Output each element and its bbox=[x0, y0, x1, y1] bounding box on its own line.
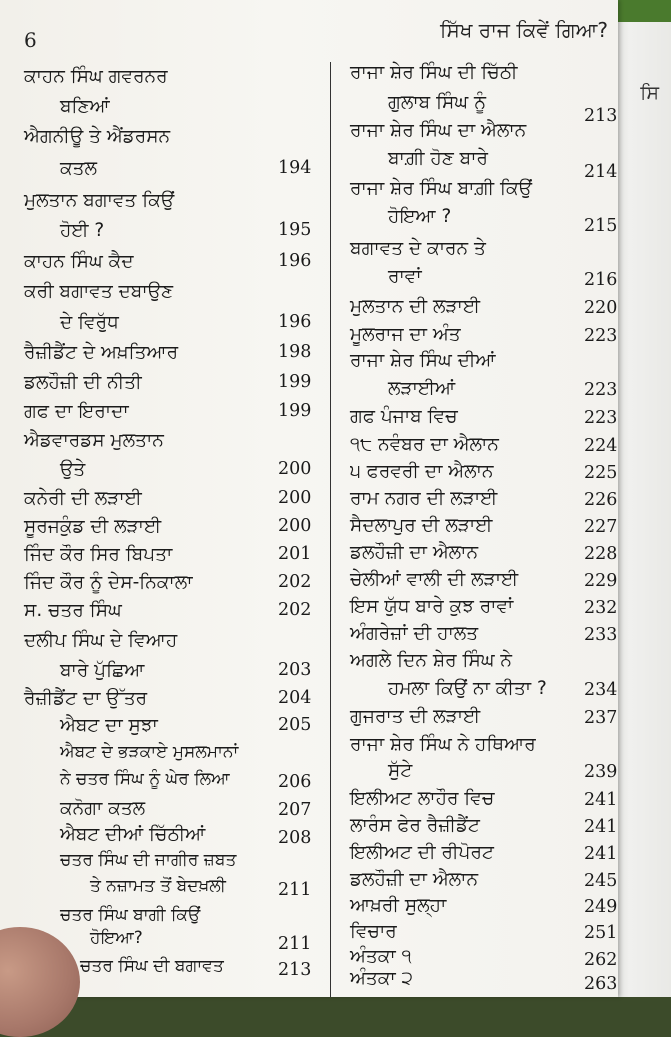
toc-entry-line: ਅੰਤਕਾ ੧ bbox=[350, 946, 412, 967]
toc-page-number: 213 bbox=[278, 960, 312, 980]
toc-entry-line: ਹੋਇਆ ? bbox=[388, 206, 452, 227]
toc-entry-line: ਅੰਤਕਾ ੨ bbox=[350, 968, 414, 989]
toc-entry-line: ਗਫ ਪੰਜਾਬ ਵਿਚ bbox=[350, 406, 458, 427]
toc-page-number: 241 bbox=[584, 817, 618, 837]
toc-entry-line: ਹੋਇਆ? bbox=[90, 928, 143, 948]
toc-page-number: 227 bbox=[584, 517, 618, 537]
toc-page-number: 262 bbox=[584, 950, 618, 970]
toc-entry-line: ਆਖ਼ਰੀ ਸੁਲ੍ਹਾ bbox=[350, 895, 447, 916]
toc-entry-line: ਸ. ਚਤਰ ਸਿੰਘ bbox=[24, 600, 122, 621]
toc-page-number: 199 bbox=[278, 372, 312, 392]
toc-page-number: 195 bbox=[278, 220, 312, 240]
toc-entry-line: ਚਤਰ ਸਿੰਘ ਬਾਗੀ ਕਿਉਂ bbox=[60, 905, 201, 925]
toc-entry-line: ਰਾਵਾਂ bbox=[388, 266, 422, 287]
toc-page-number: 223 bbox=[584, 380, 618, 400]
toc-page-number: 201 bbox=[278, 544, 312, 564]
toc-page-number: 251 bbox=[584, 923, 618, 943]
toc-page-number: 198 bbox=[278, 342, 312, 362]
toc-page-number: 233 bbox=[584, 625, 618, 645]
toc-entry-line: ਦਲੀਪ ਸਿੰਘ ਦੇ ਵਿਆਹ bbox=[24, 630, 178, 651]
toc-entry-line: ਜਿੰਦ ਕੌਰ ਸਿਰ ਬਿਪਤਾ bbox=[24, 544, 173, 565]
toc-entry-line: ਤੇ ਨਜ਼ਾਮਤ ਤੋਂ ਬੇਦਖ਼ਲੀ bbox=[90, 876, 226, 896]
toc-page-number: 205 bbox=[278, 715, 312, 735]
toc-entry-line: ਕਰੀ ਬਗਾਵਤ ਦਬਾਉਣ bbox=[24, 281, 174, 302]
toc-page-number: 225 bbox=[584, 463, 618, 483]
toc-entry-line: ਬਗਾਵਤ ਦੇ ਕਾਰਨ ਤੇ bbox=[350, 238, 486, 259]
toc-entry-line: ਮੂਲਰਾਜ ਦਾ ਅੰਤ bbox=[350, 324, 461, 345]
toc-entry-line: ਡਲਹੌਜ਼ੀ ਦਾ ਐਲਾਨ bbox=[350, 542, 479, 563]
toc-entry-line: ਬਾਗ਼ੀ ਹੋਣ ਬਾਰੇ bbox=[388, 148, 488, 169]
toc-page-number: 234 bbox=[584, 680, 618, 700]
toc-page-number: 211 bbox=[278, 880, 312, 900]
toc-entry-line: ਚਤਰ ਸਿੰਘ ਦੀ ਬਗਾਵਤ bbox=[80, 956, 224, 976]
toc-page-number: 204 bbox=[278, 688, 312, 708]
toc-page-number: 215 bbox=[584, 216, 618, 236]
toc-page-number: 216 bbox=[584, 270, 618, 290]
toc-page-number: 196 bbox=[278, 251, 312, 271]
toc-page-number: 223 bbox=[584, 408, 618, 428]
toc-entry-line: ਹਮਲਾ ਕਿਉਂ ਨਾ ਕੀਤਾ ? bbox=[388, 678, 547, 699]
toc-entry-line: ਰਾਜਾ ਸ਼ੇਰ ਸਿੰਘ ਦੀਆਂ bbox=[350, 350, 496, 371]
toc-entry-line: ਸੈਦਲਾਪੁਰ ਦੀ ਲੜਾਈ bbox=[350, 515, 493, 536]
toc-entry-line: ਸੂਰਜਕੁੰਡ ਦੀ ਲੜਾਈ bbox=[24, 516, 162, 537]
next-page-glyph: ਸਿ bbox=[640, 82, 659, 104]
toc-entry-line: ਰਾਜਾ ਸ਼ੇਰ ਸਿੰਘ ਦੀ ਚਿੱਠੀ bbox=[350, 62, 518, 83]
toc-entry-line: ਡਲਹੌਜ਼ੀ ਦਾ ਐਲਾਨ bbox=[350, 869, 479, 890]
toc-entry-line: ਚਤਰ ਸਿੰਘ ਦੀ ਜਾਗੀਰ ਜ਼ਬਤ bbox=[60, 850, 237, 870]
toc-page-number: 200 bbox=[278, 516, 312, 536]
toc-page-number: 214 bbox=[584, 162, 618, 182]
toc-page-number: 245 bbox=[584, 871, 618, 891]
toc-entry-line: ੧੮ ਨਵੰਬਰ ਦਾ ਐਲਾਨ bbox=[350, 434, 499, 455]
toc-entry-line: ਵਿਚਾਰ bbox=[350, 921, 397, 942]
toc-page-number: 196 bbox=[278, 312, 312, 332]
toc-entry-line: ਐਬਟ ਦੀਆਂ ਚਿੱਠੀਆਂ bbox=[60, 824, 206, 845]
toc-page-number: 211 bbox=[278, 934, 312, 954]
column-divider bbox=[330, 62, 331, 997]
toc-page-number: 202 bbox=[278, 572, 312, 592]
toc-page-number: 203 bbox=[278, 660, 312, 680]
toc-page-number: 229 bbox=[584, 571, 618, 591]
toc-entry-line: ਉਤੇ bbox=[60, 459, 86, 480]
toc-entry-line: ਰੈਜ਼ੀਡੈਂਟ ਦਾ ਉੱਤਰ bbox=[24, 688, 148, 709]
toc-entry-line: ਇਲੀਅਟ ਦੀ ਰੀਪੋਰਟ bbox=[350, 842, 494, 863]
toc-entry-line: ਕਾਹਨ ਸਿੰਘ ਗਵਰਨਰ bbox=[24, 66, 168, 87]
toc-entry-line: ਮੁਲਤਾਨ ਬਗਾਵਤ ਕਿਉਂ bbox=[24, 190, 175, 211]
toc-entry-line: ਇਸ ਯੁੱਧ ਬਾਰੇ ਕੁਝ ਰਾਵਾਂ bbox=[350, 596, 514, 617]
running-head: ਸਿੱਖ ਰਾਜ ਕਿਵੇਂ ਗਿਆ? bbox=[440, 18, 609, 42]
toc-page-number: 202 bbox=[278, 600, 312, 620]
toc-entry-line: ਰਾਜਾ ਸ਼ੇਰ ਸਿੰਘ ਨੇ ਹਥਿਆਰ bbox=[350, 734, 536, 755]
toc-entry-line: ਕਨੇਰੀ ਦੀ ਲੜਾਈ bbox=[24, 488, 142, 509]
toc-entry-line: ਗੁਲਾਬ ਸਿੰਘ ਨੂੰ bbox=[388, 92, 487, 113]
toc-entry-line: ਨੇ ਚਤਰ ਸਿੰਘ ਨੂੰ ਘੇਰ ਲਿਆ bbox=[60, 769, 230, 789]
toc-entry-line: ਲਾਰੰਸ ਫੇਰ ਰੈਜ਼ੀਡੈਂਟ bbox=[350, 815, 480, 836]
toc-entry-line: ਐਬਟ ਦੇ ਭੜਕਾਏ ਮੁਸਲਮਾਨਾਂ bbox=[60, 742, 239, 762]
next-page-edge bbox=[611, 0, 671, 997]
toc-page-number: 206 bbox=[278, 772, 312, 792]
toc-entry-line: ਲੜਾਈਆਂ bbox=[388, 378, 456, 399]
toc-page-number: 249 bbox=[584, 897, 618, 917]
page-number: 6 bbox=[24, 28, 37, 52]
toc-entry-line: ਗੁਜਰਾਤ ਦੀ ਲੜਾਈ bbox=[350, 706, 481, 727]
toc-entry-line: ਰਾਮ ਨਗਰ ਦੀ ਲੜਾਈ bbox=[350, 488, 498, 509]
toc-page-number: 200 bbox=[278, 488, 312, 508]
toc-entry-line: ਅੰਗਰੇਜ਼ਾਂ ਦੀ ਹਾਲਤ bbox=[350, 623, 479, 644]
toc-entry-line: ਬਾਰੇ ਪੁੱਛਿਆ bbox=[60, 660, 145, 681]
toc-page-number: 226 bbox=[584, 490, 618, 510]
toc-entry-line: ਕਨੋਗਾ ਕਤਲ bbox=[60, 798, 146, 819]
toc-page-number: 241 bbox=[584, 844, 618, 864]
toc-page-number: 232 bbox=[584, 598, 618, 618]
toc-entry-line: ਸੁੱਟੇ bbox=[388, 760, 413, 781]
toc-page-number: 241 bbox=[584, 790, 618, 810]
toc-entry-line: ਰੈਜ਼ੀਡੈਂਟ ਦੇ ਅਖ਼ਤਿਆਰ bbox=[24, 342, 179, 363]
toc-entry-line: ਅਗਲੇ ਦਿਨ ਸ਼ੇਰ ਸਿੰਘ ਨੇ bbox=[350, 650, 512, 671]
toc-entry-line: ਦੇ ਵਿਰੁੱਧ bbox=[60, 312, 119, 333]
toc-page-number: 194 bbox=[278, 158, 312, 178]
toc-page-number: 224 bbox=[584, 436, 618, 456]
toc-entry-line: ਇਲੀਅਟ ਲਾਹੌਰ ਵਿਚ bbox=[350, 788, 495, 809]
toc-entry-line: ਗਫ ਦਾ ਇਰਾਦਾ bbox=[24, 401, 129, 422]
toc-page-number: 200 bbox=[278, 459, 312, 479]
toc-page-number: 207 bbox=[278, 800, 312, 820]
toc-entry-line: ਰਾਜਾ ਸ਼ੇਰ ਸਿੰਘ ਬਾਗ਼ੀ ਕਿਉਂ bbox=[350, 178, 532, 199]
toc-entry-line: ਐਗਨੀਊ ਤੇ ਐਂਡਰਸਨ bbox=[24, 126, 171, 147]
toc-page-number: 220 bbox=[584, 298, 618, 318]
toc-entry-line: ੫ ਫਰਵਰੀ ਦਾ ਐਲਾਨ bbox=[350, 461, 494, 482]
toc-page-number: 213 bbox=[584, 106, 618, 126]
toc-entry-line: ਐਡਵਾਰਡਸ ਮੁਲਤਾਨ bbox=[24, 430, 164, 451]
background-cloth bbox=[611, 0, 671, 22]
toc-entry-line: ਬਣਿਆਂ bbox=[60, 96, 110, 117]
toc-entry-line: ਕਾਹਨ ਸਿੰਘ ਕੈਦ bbox=[24, 251, 134, 272]
toc-page-number: 239 bbox=[584, 762, 618, 782]
toc-entry-line: ਹੋਈ ? bbox=[60, 220, 105, 241]
toc-page-number: 237 bbox=[584, 708, 618, 728]
toc-entry-line: ਰਾਜਾ ਸ਼ੇਰ ਸਿੰਘ ਦਾ ਐਲਾਨ bbox=[350, 120, 527, 141]
toc-entry-line: ਐਬਟ ਦਾ ਸੁਝਾ bbox=[60, 715, 158, 736]
toc-entry-line: ਚੇਲੀਆਂ ਵਾਲੀ ਦੀ ਲੜਾਈ bbox=[350, 569, 519, 590]
toc-page-number: 208 bbox=[278, 828, 312, 848]
toc-entry-line: ਜਿੰਦ ਕੌਰ ਨੂੰ ਦੇਸ-ਨਿਕਾਲਾ bbox=[24, 572, 193, 593]
toc-page-number: 223 bbox=[584, 326, 618, 346]
toc-page-number: 228 bbox=[584, 544, 618, 564]
toc-entry-line: ਕਤਲ bbox=[60, 158, 97, 179]
toc-page-number: 199 bbox=[278, 401, 312, 421]
thumb bbox=[0, 927, 80, 1037]
toc-page-number: 263 bbox=[584, 974, 618, 994]
toc-entry-line: ਡਲਹੌਜ਼ੀ ਦੀ ਨੀਤੀ bbox=[24, 372, 142, 393]
toc-entry-line: ਮੁਲਤਾਨ ਦੀ ਲੜਾਈ bbox=[350, 296, 480, 317]
